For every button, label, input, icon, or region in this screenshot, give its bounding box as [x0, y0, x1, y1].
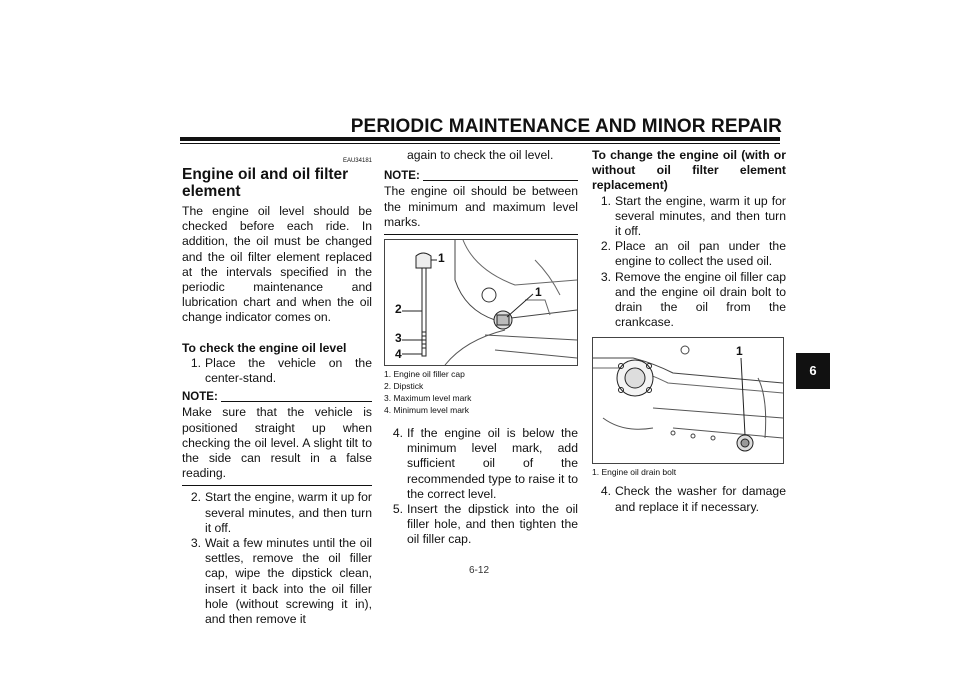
- callout-1: 1: [438, 251, 445, 266]
- step-number: 1.: [600, 193, 611, 208]
- caption-item: 2. Dipstick: [384, 381, 424, 392]
- step-text: Check the washer for damage and replace it if necessary.: [615, 484, 786, 514]
- callout-3: 3: [395, 331, 402, 346]
- note-box: [384, 169, 578, 235]
- continued-text: again to check the oil level.: [407, 148, 554, 162]
- step-number: 3.: [190, 536, 201, 551]
- column-1: [182, 148, 372, 627]
- dipstick-figure-captions: [384, 368, 578, 416]
- check-oil-heading: To check the engine oil level: [182, 340, 347, 355]
- step-text: Start the engine, warm it up for several minutes, and then turn it off.: [615, 193, 786, 239]
- intro-paragraph: The engine oil level should be checked before each ride. In addition, the oil must be changed and the oil filter element replaced at the intervals specified in the periodic maintenance and lubrication chart and when the oil change indicator comes on.: [182, 204, 372, 325]
- step-text: Wait a few minutes until the oil settles, remove the oil filler cap, wipe the dipstick clean, insert it back into the oil filler hole (without screwing it in), and then remove it: [205, 536, 372, 627]
- caption-item: 4. Minimum level mark: [384, 405, 470, 416]
- page-number: 6-12: [469, 565, 490, 576]
- check-step-1: [182, 356, 372, 386]
- change-step-3: [592, 270, 786, 331]
- callout-1-cap: 1: [535, 285, 542, 300]
- step-text: If the engine oil is below the minimum level mark, add sufficient oil of the recommended type to raise it to the correct level.: [407, 426, 578, 501]
- check-step-3: [182, 536, 372, 627]
- note-box: [182, 390, 372, 486]
- step-text: Place an oil pan under the engine to collect the used oil.: [615, 239, 786, 269]
- header-rule-thick: [180, 137, 780, 141]
- drain-bolt-figure: [592, 337, 784, 464]
- step-text: Insert the dipstick into the oil filler hole, and then tighten the oil filler cap.: [407, 502, 578, 547]
- column-2: [384, 148, 578, 548]
- section-title: Engine oil and oil filter element: [182, 166, 349, 200]
- change-step-4: [592, 484, 786, 514]
- page-header-title: PERIODIC MAINTENANCE AND MINOR REPAIR: [350, 116, 782, 137]
- change-oil-heading: To change the engine oil (with or without oil filter element replacement): [592, 148, 786, 193]
- step-number: 3.: [600, 269, 611, 284]
- note-label: NOTE:: [182, 391, 218, 404]
- step-text: Start the engine, warm it up for several minutes, and then turn it off.: [205, 490, 372, 535]
- check-step-5: [384, 502, 578, 548]
- note-text: Make sure that the vehicle is positioned straight up when checking the oil level. A slight tilt to the side can result in a false reading.: [182, 405, 372, 481]
- dipstick-figure: [384, 239, 578, 366]
- change-step-1: [592, 194, 786, 240]
- step-number: 2.: [190, 490, 201, 505]
- callout-1: 1: [736, 344, 743, 359]
- note-text: The engine oil should be between the minimum and maximum level marks.: [384, 184, 578, 229]
- step-text: Remove the engine oil filler cap and the engine oil drain bolt to drain the oil from the crankcase.: [615, 269, 786, 330]
- caption-item: 1. Engine oil filler cap: [384, 369, 465, 380]
- step-number: 4.: [600, 484, 611, 499]
- callout-4: 4: [395, 347, 402, 362]
- step-number: 1.: [190, 355, 201, 370]
- section-code: EAU34181: [342, 158, 372, 164]
- note-label: NOTE:: [384, 170, 420, 183]
- check-step-4: [384, 426, 578, 502]
- drain-bolt-illustration: [593, 338, 783, 463]
- check-step-2: [182, 490, 372, 536]
- step-number: 5.: [392, 502, 403, 517]
- column-3: [592, 148, 786, 515]
- callout-2: 2: [395, 302, 402, 317]
- step-number: 4.: [392, 426, 403, 441]
- chapter-tab[interactable]: 6: [796, 353, 830, 389]
- step-number: 2.: [600, 239, 611, 254]
- step-text: Place the vehicle on the center-stand.: [205, 355, 372, 386]
- change-step-2: [592, 239, 786, 269]
- caption-item: 3. Maximum level mark: [384, 393, 472, 404]
- dipstick-illustration: [385, 240, 577, 365]
- header-rule-thin: [180, 143, 780, 144]
- drain-bolt-caption: 1. Engine oil drain bolt: [592, 467, 677, 478]
